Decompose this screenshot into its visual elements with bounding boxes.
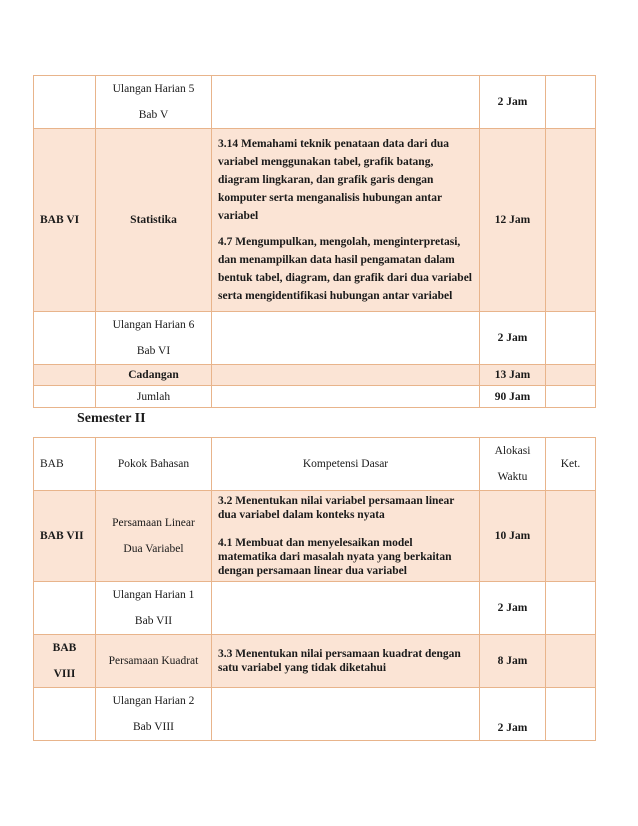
table-row: [34, 129, 596, 312]
table-header-row: [34, 438, 596, 491]
ket-cell: [546, 76, 596, 129]
kompetensi-cell: [212, 688, 480, 741]
table-row: [34, 76, 596, 129]
ket-cell: [546, 386, 596, 408]
table-row: [34, 312, 596, 365]
kompetensi-cell: 3.14 Memahami teknik penataan data dari dua variabel menggunakan tabel, grafik batang, diagram lingkaran, dan grafik garis dengan komputer serta menganalisis hubungan antar variabel 4.7 Mengumpulkan, mengolah, menginterpretasi, dan menampilkan data hasil pengamatan dalam bentuk tabel, diagram, dan grafik dari dua variabel serta mengidentifikasi hubungan antar variabel: [212, 129, 480, 312]
bab-cell: [34, 582, 96, 635]
pokok-bahasan-cell: Ulangan Harian 6 Bab VI: [96, 312, 212, 365]
kompetensi-cell: [212, 76, 480, 129]
pokok-bahasan-cell: Persamaan Kuadrat: [96, 635, 212, 688]
bab-cell: [34, 76, 96, 129]
kompetensi-cell: [212, 386, 480, 408]
ket-cell: [546, 365, 596, 386]
header-alokasi-waktu: Alokasi Waktu: [480, 438, 546, 491]
table-row: [34, 635, 596, 688]
bab-cell: BAB VI: [34, 129, 96, 312]
alokasi-cell: 90 Jam: [480, 386, 546, 408]
ket-cell: [546, 491, 596, 582]
alokasi-cell: 2 Jam: [480, 76, 546, 129]
alokasi-cell: 8 Jam: [480, 635, 546, 688]
alokasi-cell: 2 Jam: [480, 312, 546, 365]
table-row: [34, 491, 596, 582]
alokasi-cell: 2 Jam: [480, 582, 546, 635]
pokok-bahasan-cell: Persamaan Linear Dua Variabel: [96, 491, 212, 582]
pokok-bahasan-cell: Ulangan Harian 1 Bab VII: [96, 582, 212, 635]
syllabus-table-semester-1: [33, 75, 596, 408]
ket-cell: [546, 312, 596, 365]
pokok-bahasan-cell: Jumlah: [96, 386, 212, 408]
bab-cell: [34, 386, 96, 408]
kompetensi-cell: [212, 582, 480, 635]
ket-cell: [546, 129, 596, 312]
header-bab: BAB: [34, 438, 96, 491]
bab-cell: BAB VII: [34, 491, 96, 582]
pokok-bahasan-cell: Cadangan: [96, 365, 212, 386]
kompetensi-cell: [212, 312, 480, 365]
bab-cell: [34, 688, 96, 741]
bab-cell: [34, 365, 96, 386]
table-row: [34, 386, 596, 408]
syllabus-table-semester-2: [33, 437, 596, 741]
header-kompetensi-dasar: Kompetensi Dasar: [212, 438, 480, 491]
alokasi-cell: 12 Jam: [480, 129, 546, 312]
alokasi-cell: 2 Jam: [480, 688, 546, 741]
ket-cell: [546, 635, 596, 688]
pokok-bahasan-cell: Ulangan Harian 2 Bab VIII: [96, 688, 212, 741]
alokasi-cell: 13 Jam: [480, 365, 546, 386]
kompetensi-cell: 3.3 Menentukan nilai persamaan kuadrat dengan satu variabel yang tidak diketahui: [212, 635, 480, 688]
semester-title: Semester II: [77, 411, 146, 426]
table-row: [34, 688, 596, 741]
header-ket: Ket.: [546, 438, 596, 491]
ket-cell: [546, 582, 596, 635]
header-pokok-bahasan: Pokok Bahasan: [96, 438, 212, 491]
table-row: [34, 582, 596, 635]
kompetensi-cell: 3.2 Menentukan nilai variabel persamaan linear dua variabel dalam konteks nyata 4.1 Membuat dan menyelesaikan model matematika dari masalah nyata yang berkaitan dengan persamaan linear dua variabel: [212, 491, 480, 582]
alokasi-cell: 10 Jam: [480, 491, 546, 582]
ket-cell: [546, 688, 596, 741]
bab-cell: BAB VIII: [34, 635, 96, 688]
bab-cell: [34, 312, 96, 365]
pokok-bahasan-cell: Statistika: [96, 129, 212, 312]
pokok-bahasan-cell: Ulangan Harian 5 Bab V: [96, 76, 212, 129]
kompetensi-cell: [212, 365, 480, 386]
table-row: [34, 365, 596, 386]
